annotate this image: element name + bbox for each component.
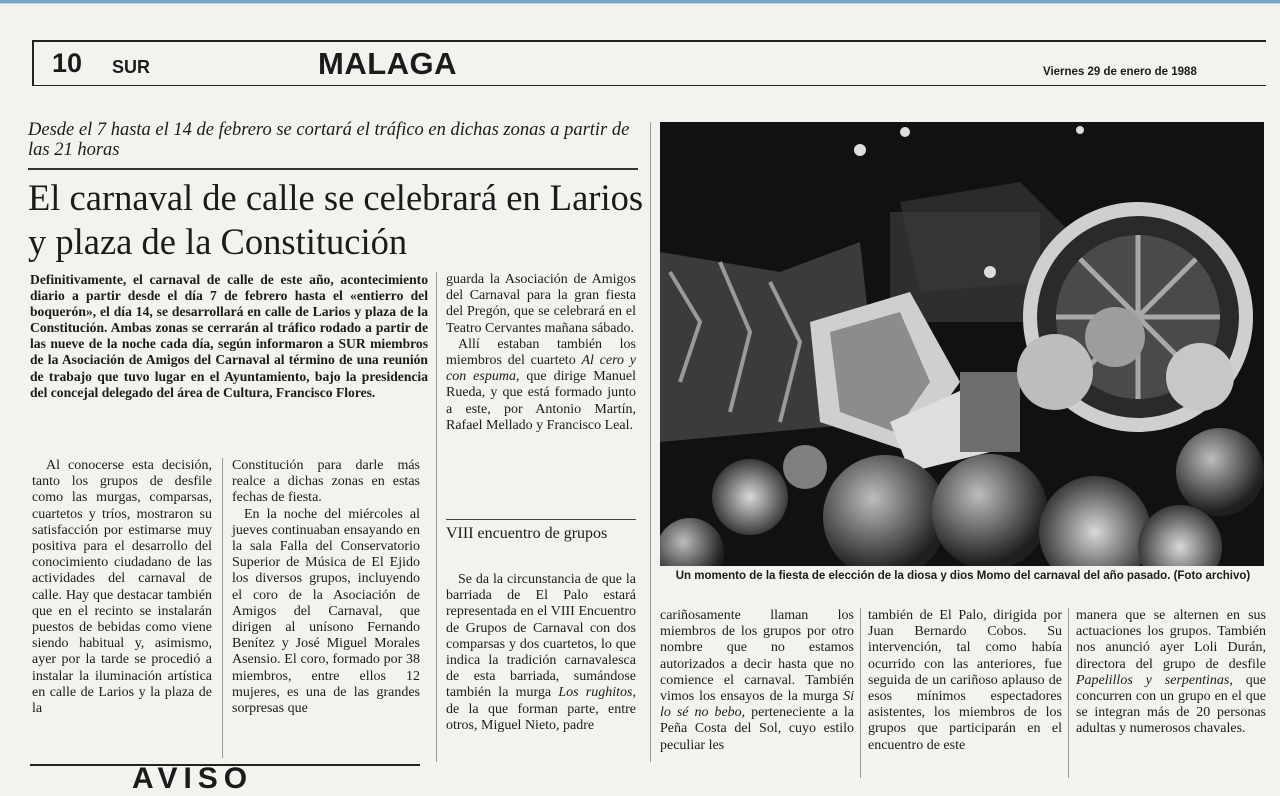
body-column-4 (660, 608, 854, 754)
column-divider (222, 458, 223, 758)
text-run: , de la que forman parte, entre otros, Miguel Nieto, padre (446, 685, 636, 733)
column-divider (860, 608, 861, 778)
body-column-2 (232, 458, 420, 717)
top-edge-shadow (0, 3, 1280, 4)
section-title: MALAGA (318, 46, 458, 81)
subsection-divider (446, 519, 636, 520)
text-run: cariñosamente llaman los miembros de los grupos por otro nombre que no estamos autorizados a decir hasta que no comience el carnaval. También vimos los ensayos de la murga (660, 608, 854, 705)
body-column-5: también de El Palo, dirigida por Juan Bernardo Cobos. Su intervención, tal como había ocurrido con las anteriores, fue seguida de un cariñoso aplauso de esos mínimos espectadores asistentes, los miembros de los grupos que participarán en el encuentro de este (868, 608, 1062, 753)
article-headline: El carnaval de calle se celebrará en Larios y plaza de la Constitución (28, 177, 644, 262)
text-run: , perteneciente a la Peña Costa del Sol, cuyo estilo peculiar les (660, 705, 855, 753)
paragraph: guarda la Asociación de Amigos del Carnaval para la gran fiesta del Pregón, que se celebrará en el Teatro Cervantes mañana sábado. (446, 272, 636, 336)
article-photo (660, 122, 1264, 566)
text-run: Allí estaban también los miembros del cuarteto (446, 336, 636, 369)
body-column-6 (1076, 608, 1266, 738)
column-divider (650, 122, 651, 762)
page-header-frame (32, 40, 1266, 86)
newspaper-name: SUR (112, 57, 151, 77)
column-divider (1068, 608, 1069, 778)
text-run: Se da la circunstancia de que la barriada de El Palo estará representada en el VIII Encuentro de Grupos de Carnaval con dos comparsas y dos cuartetos, lo que indica la tradición carnavalesca de esta barriada, sumándose también la murga (446, 572, 636, 701)
body-column-3-continued (446, 572, 636, 734)
paragraph (446, 337, 636, 434)
body-column-3 (446, 272, 636, 434)
subsection-title: VIII encuentro de grupos (446, 525, 608, 542)
text-run: , que concurren con un grupo en el que se integran más de 20 personas adultas y numerosos chavales. (1076, 672, 1267, 737)
murga-name: Si lo sé no bebo (660, 689, 854, 721)
article-subhead: Desde el 7 hasta el 14 de febrero se cortará el tráfico en dichas zonas a partir de las 21 horas (28, 120, 630, 160)
body-column-1: Al conocerse esta decisión, tanto los grupos de desfile como las murgas, comparsas, cuartetos y tríos, mostraron su satisfacción por estimarse muy positiva para el desarrollo del conocimiento ciudadano de las actividades del carnaval de calle. Hay que destacar también que en el recinto se instalarán puestos de bebidas como viene siendo habitual y, asimismo, ayer por la tarde se procedió a instalar la iluminación artística en calle de Larios y la plaza de la (32, 458, 212, 717)
paragraph: En la noche del miércoles al jueves continuaban ensayando en la sala Falla del Conservatorio Superior de Música de El Ejido los diversos grupos, incluyendo el coro de la Asociación de Amigos del Carnaval, que dirigen al unísono Fernando Benítez y José Miguel Morales Asensio. El coro, formado por 38 miembros, entre ellos 12 mujeres, es una de las grandes sorpresas que (232, 506, 420, 717)
subhead-divider (28, 168, 638, 170)
text-run: manera que se alternen en sus actuaciones los grupos. También nos anunció ayer Loli Durán, directora del grupo de desfile (1076, 608, 1266, 672)
article-lede: Definitivamente, el carnaval de calle de este año, acontecimiento diario a partir desde el día 7 de febrero hasta el «entierro del boquerón», el día 14, se desarrollará en calle de Larios y plaza de la Constitución. Ambas zonas se cerrarán al tráfico rodado a partir de las nueve de la noche cada día, según informaron a SUR miembros de la Asociación de Amigos del Carnaval al término de una reunión de trabajo que tuvo lugar en el Ayuntamiento, bajo la presidencia del concejal delegado del área de Cultura, Francisco Flores. (30, 272, 428, 400)
notice-heading: AVISO (132, 762, 254, 795)
page-number: 10 (52, 48, 83, 78)
photo-caption: Un momento de la fiesta de elección de la diosa y dios Momo del carnaval del año pasado. (Foto archivo) (675, 570, 1251, 582)
paragraph: Constitución para darle más realce a dichas zonas en estas fechas de fiesta. (232, 458, 420, 506)
group-name: Papelillos y serpentinas (1076, 672, 1230, 688)
text-run: , que dirige Manuel Rueda, y que está formado junto a este, por Antonio Martín, Rafael Mellado y Francisco Leal. (446, 369, 636, 433)
issue-date: Viernes 29 de enero de 1988 (1043, 66, 1197, 78)
carnival-photo-image (660, 122, 1264, 566)
quartet-name: Al cero y con espuma (446, 353, 636, 385)
column-divider (436, 272, 437, 762)
murga-name: Los rughitos (558, 685, 633, 701)
